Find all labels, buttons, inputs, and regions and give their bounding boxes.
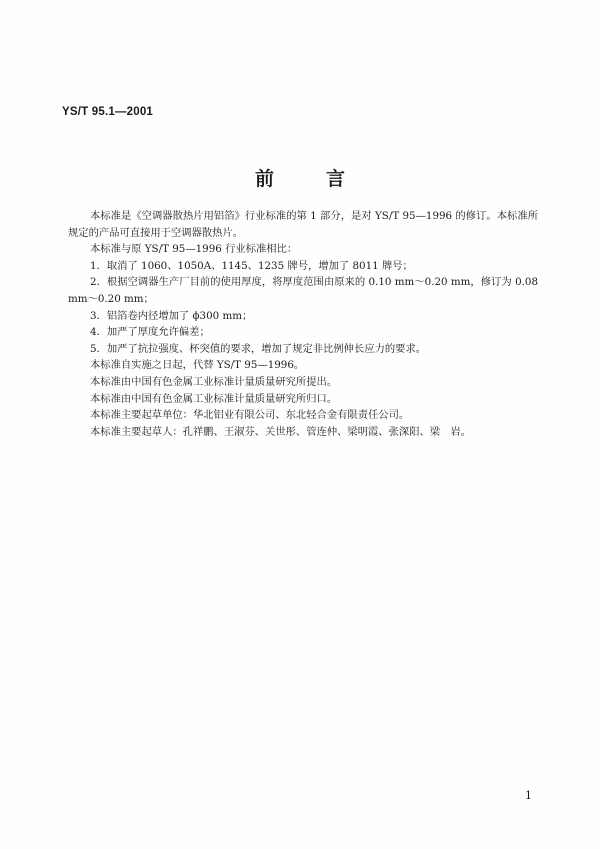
- list-item: 5．加严了抗拉强度、杯突值的要求，增加了规定非比例伸长应力的要求。: [90, 342, 427, 355]
- foreword-body: [68, 208, 538, 440]
- list-item: 3．铝箔卷内径增加了 ϕ300 mm；: [90, 309, 253, 322]
- list-item: 1．取消了 1060、1050A、1145、1235 牌号，增加了 8011 牌号；: [90, 259, 413, 272]
- paragraph: 本标准与原 YS/T 95—1996 行业标准相比：: [90, 243, 298, 256]
- paragraph: 本标准是《空调器散热片用铝箔》行业标准的第 1 部分，是对 YS/T 95—1996 的修订。本标准所规定的产品可直接用于空调器散热片。: [68, 210, 538, 239]
- page-number: 1: [525, 789, 532, 802]
- paragraph: 本标准由中国有色金属工业标准计量质量研究所归口。: [90, 392, 338, 405]
- list-item: 2．根据空调器生产厂目前的使用厚度，将厚度范围由原来的 0.10 mm～0.20 mm，修订为 0.08 mm～0.20 mm；: [68, 276, 538, 305]
- paragraph: 本标准主要起草人：孔祥鹏、王淑芬、关世彤、管连仲、梁明霞、张深阳、梁 岩。: [90, 425, 471, 438]
- paragraph: 本标准主要起草单位：华北铝业有限公司、东北轻合金有限责任公司。: [90, 409, 410, 422]
- list-item: 4．加严了厚度允许偏差；: [90, 326, 210, 339]
- page-title: 前言: [254, 168, 397, 190]
- paragraph: 本标准由中国有色金属工业标准计量质量研究所提出。: [90, 375, 338, 388]
- document-code: YS/T 95.1—2001: [62, 106, 154, 118]
- paragraph: 本标准自实施之日起，代替 YS/T 95—1996。: [90, 359, 305, 372]
